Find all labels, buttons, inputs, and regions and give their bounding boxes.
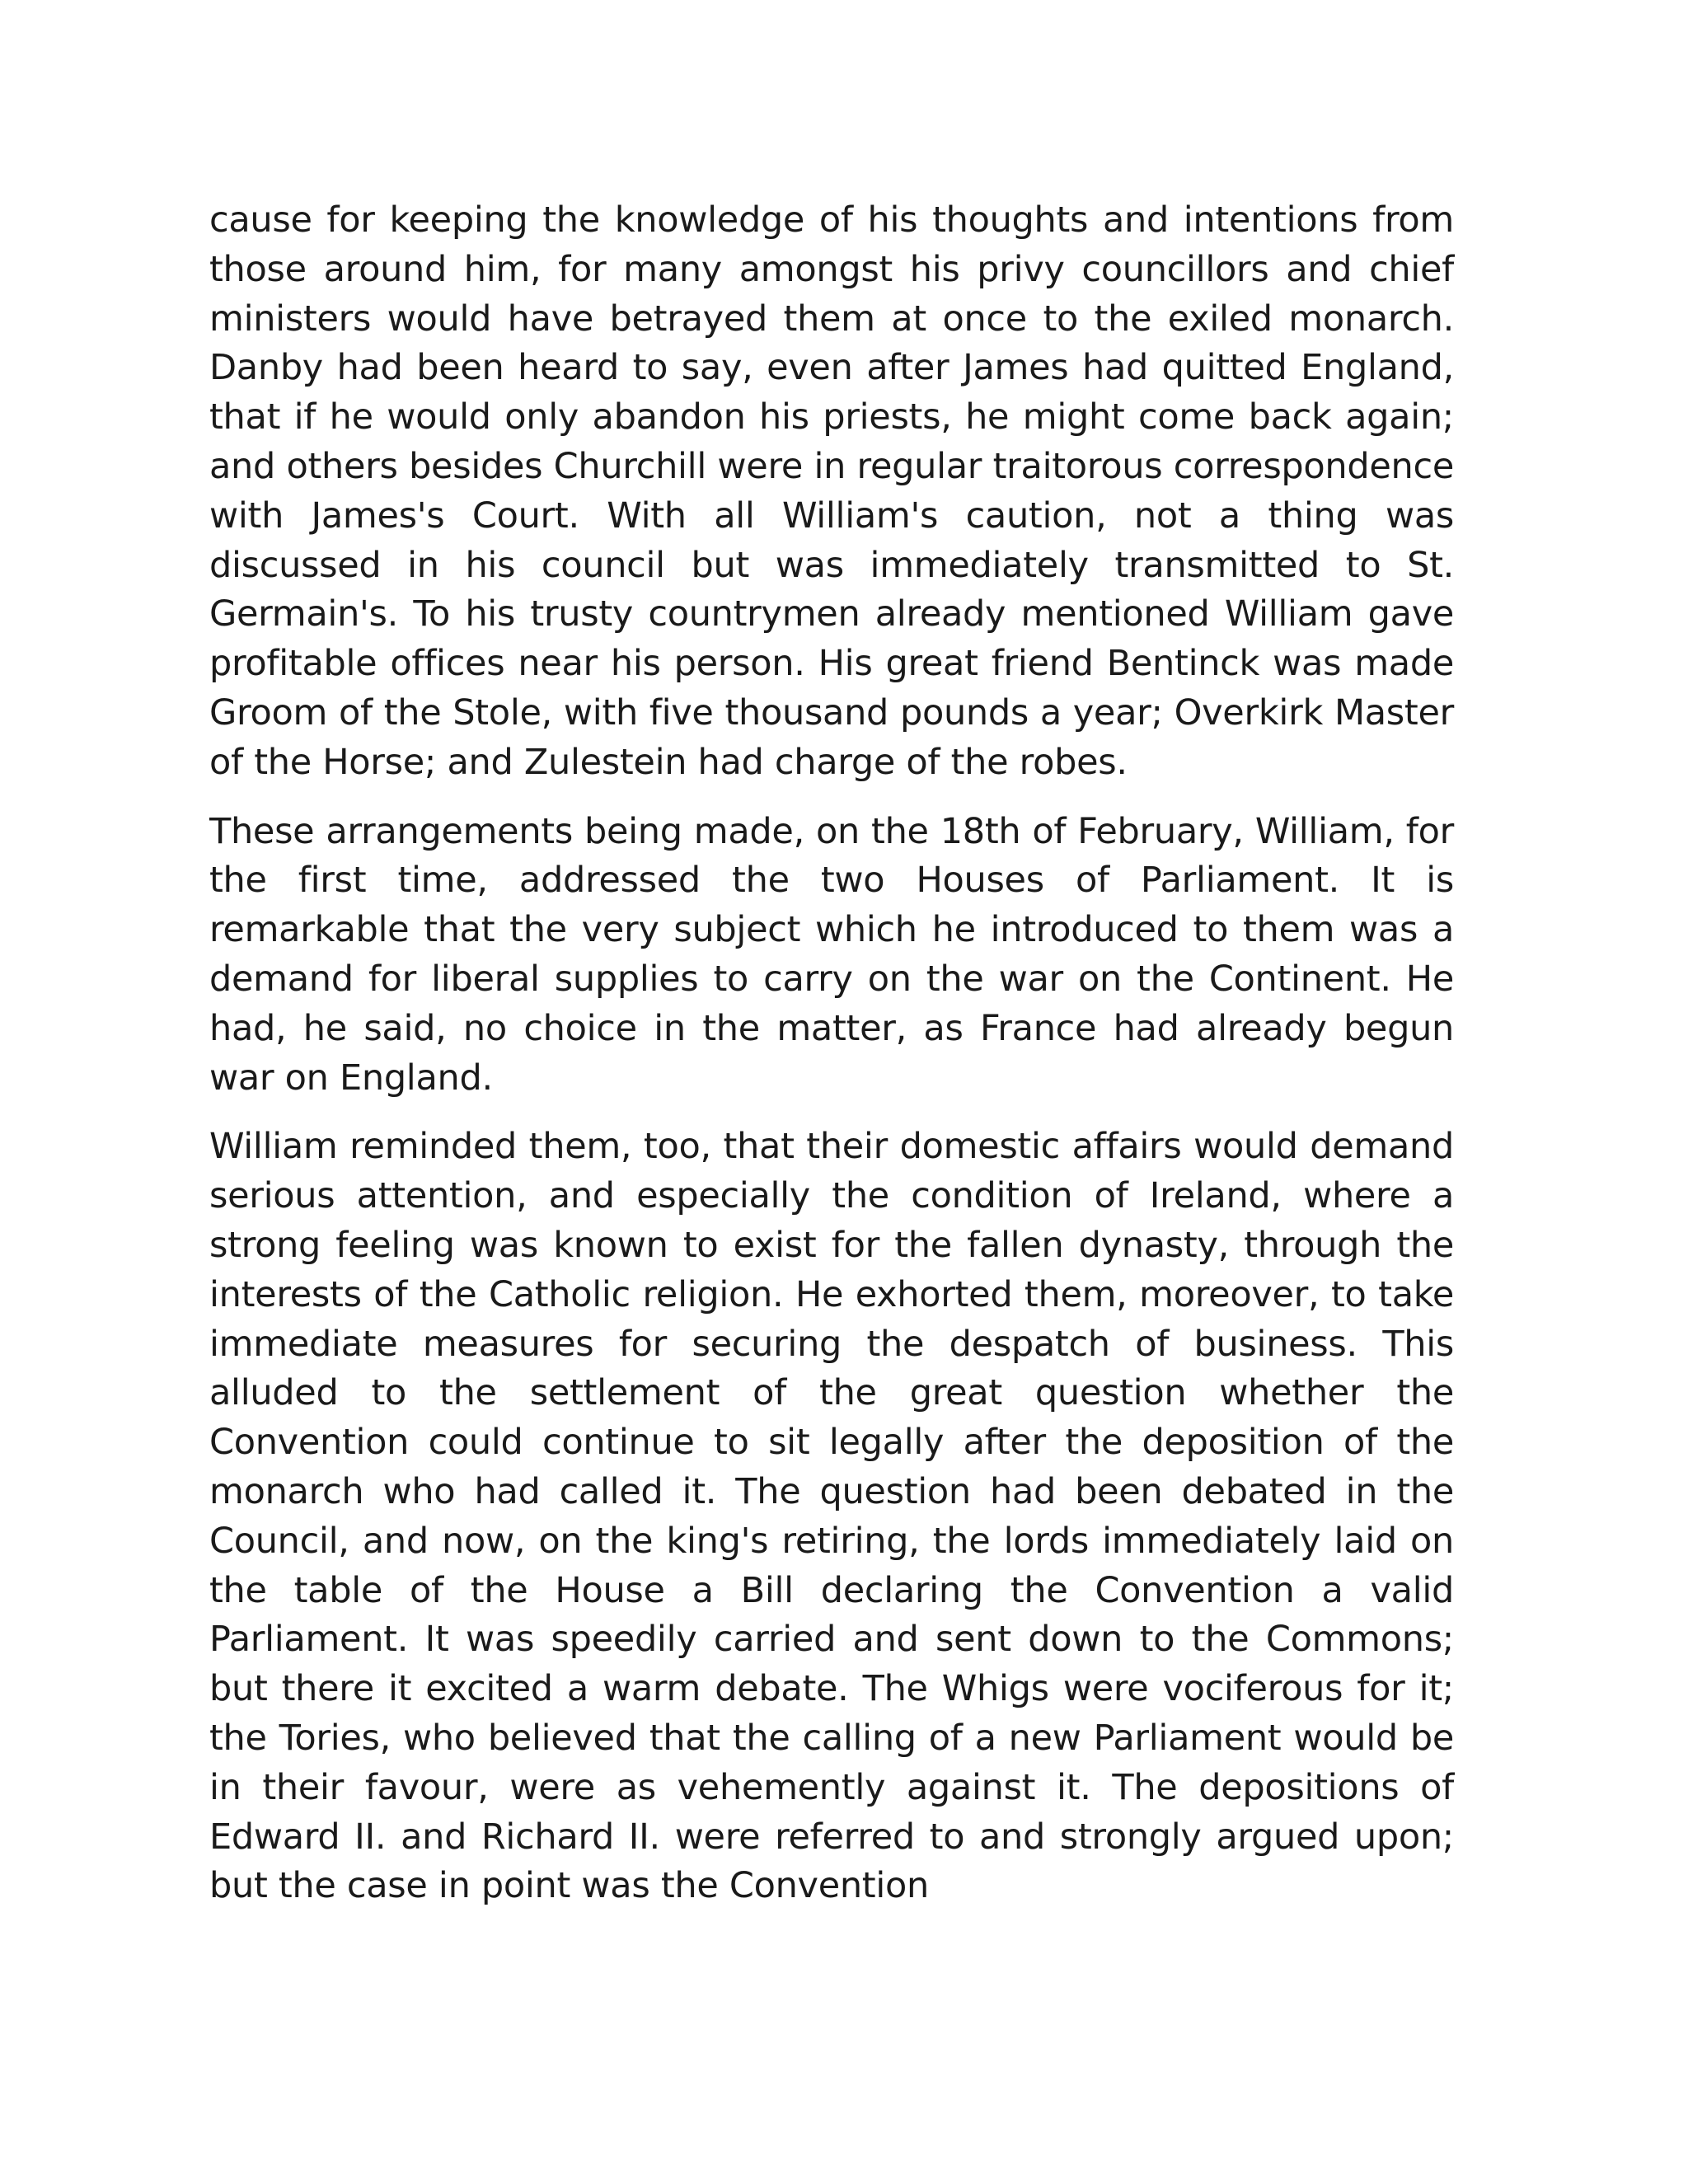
paragraph-1: cause for keeping the knowledge of his thoughts and intentions from those around him, for many amongst his privy councillors and chief ministers would have betrayed them at once to the exiled monarch. Danby had been heard to say, even after James had quitted England, that if he would only abandon his priests, he might come back again; and others besides Churchill were in regular traitorous correspondence with James's Court. With all William's caution, not a thing was discussed in his council but was immediately transmitted to St. Germain's. To his trusty countrymen already mentioned William gave profitable offices near his person. His great friend Bentinck was made Groom of the Stole, with five thousand pounds a year; Overkirk Master of the Horse; and Zulestein had charge of the robes. <box>209 199 1454 783</box>
body-text <box>209 196 1454 1931</box>
paragraph-3: William reminded them, too, that their domestic affairs would demand serious attention, and especially the condition of Ireland, where a strong feeling was known to exist for the fallen dynasty, through the interests of the Catholic religion. He exhorted them, moreover, to take immediate measures for securing the despatch of business. This alluded to the settlement of the great question whether the Convention could continue to sit legally after the deposition of the monarch who had called it. The question had been debated in the Council, and now, on the king's retiring, the lords immediately laid on the table of the House a Bill declaring the Convention a valid Parliament. It was speedily carried and sent down to the Commons; but there it excited a warm debate. The Whigs were vociferous for it; the Tories, who believed that the calling of a new Parliament would be in their favour, were as vehemently against it. The depositions of Edward II. and Richard II. were referred to and strongly argued upon; but the case in point was the Convention <box>209 1126 1454 1907</box>
paragraph-2: These arrangements being made, on the 18th of February, William, for the first time, addressed the two Houses of Parliament. It is remarkable that the very subject which he introduced to them was a demand for liberal supplies to carry on the war on the Continent. He had, he said, no choice in the matter, as France had already begun war on England. <box>209 810 1454 1099</box>
